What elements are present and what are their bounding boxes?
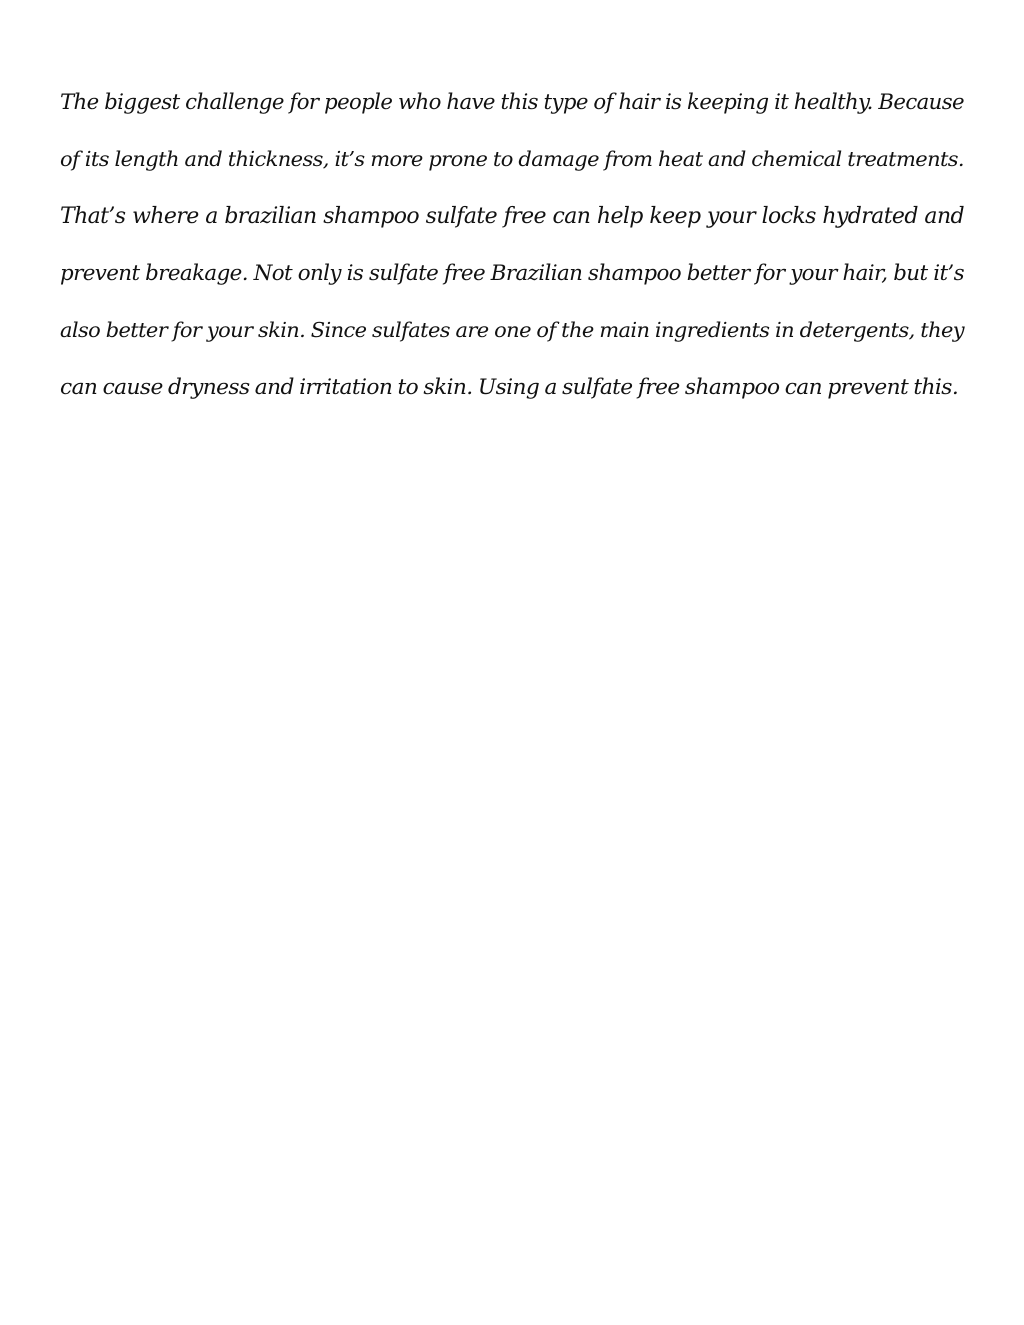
body-paragraph	[60, 74, 964, 416]
paragraph-line-6: can cause dryness and irritation to skin. Using a sulfate free shampoo can prevent this.	[60, 375, 959, 400]
paragraph-line-4: prevent breakage. Not only is sulfate free Brazilian shampoo better for your hair, but it’s	[60, 261, 964, 286]
paragraph-line-3: That’s where a brazilian shampoo sulfate free can help keep your locks hydrated and	[60, 204, 964, 229]
paragraph-line-1: The biggest challenge for people who have this type of hair is keeping it healthy. Because	[60, 90, 964, 115]
paragraph-line-2: of its length and thickness, it’s more prone to damage from heat and chemical treatments.	[60, 147, 964, 171]
paragraph-line-5: also better for your skin. Since sulfates are one of the main ingredients in detergents, they	[60, 318, 964, 342]
